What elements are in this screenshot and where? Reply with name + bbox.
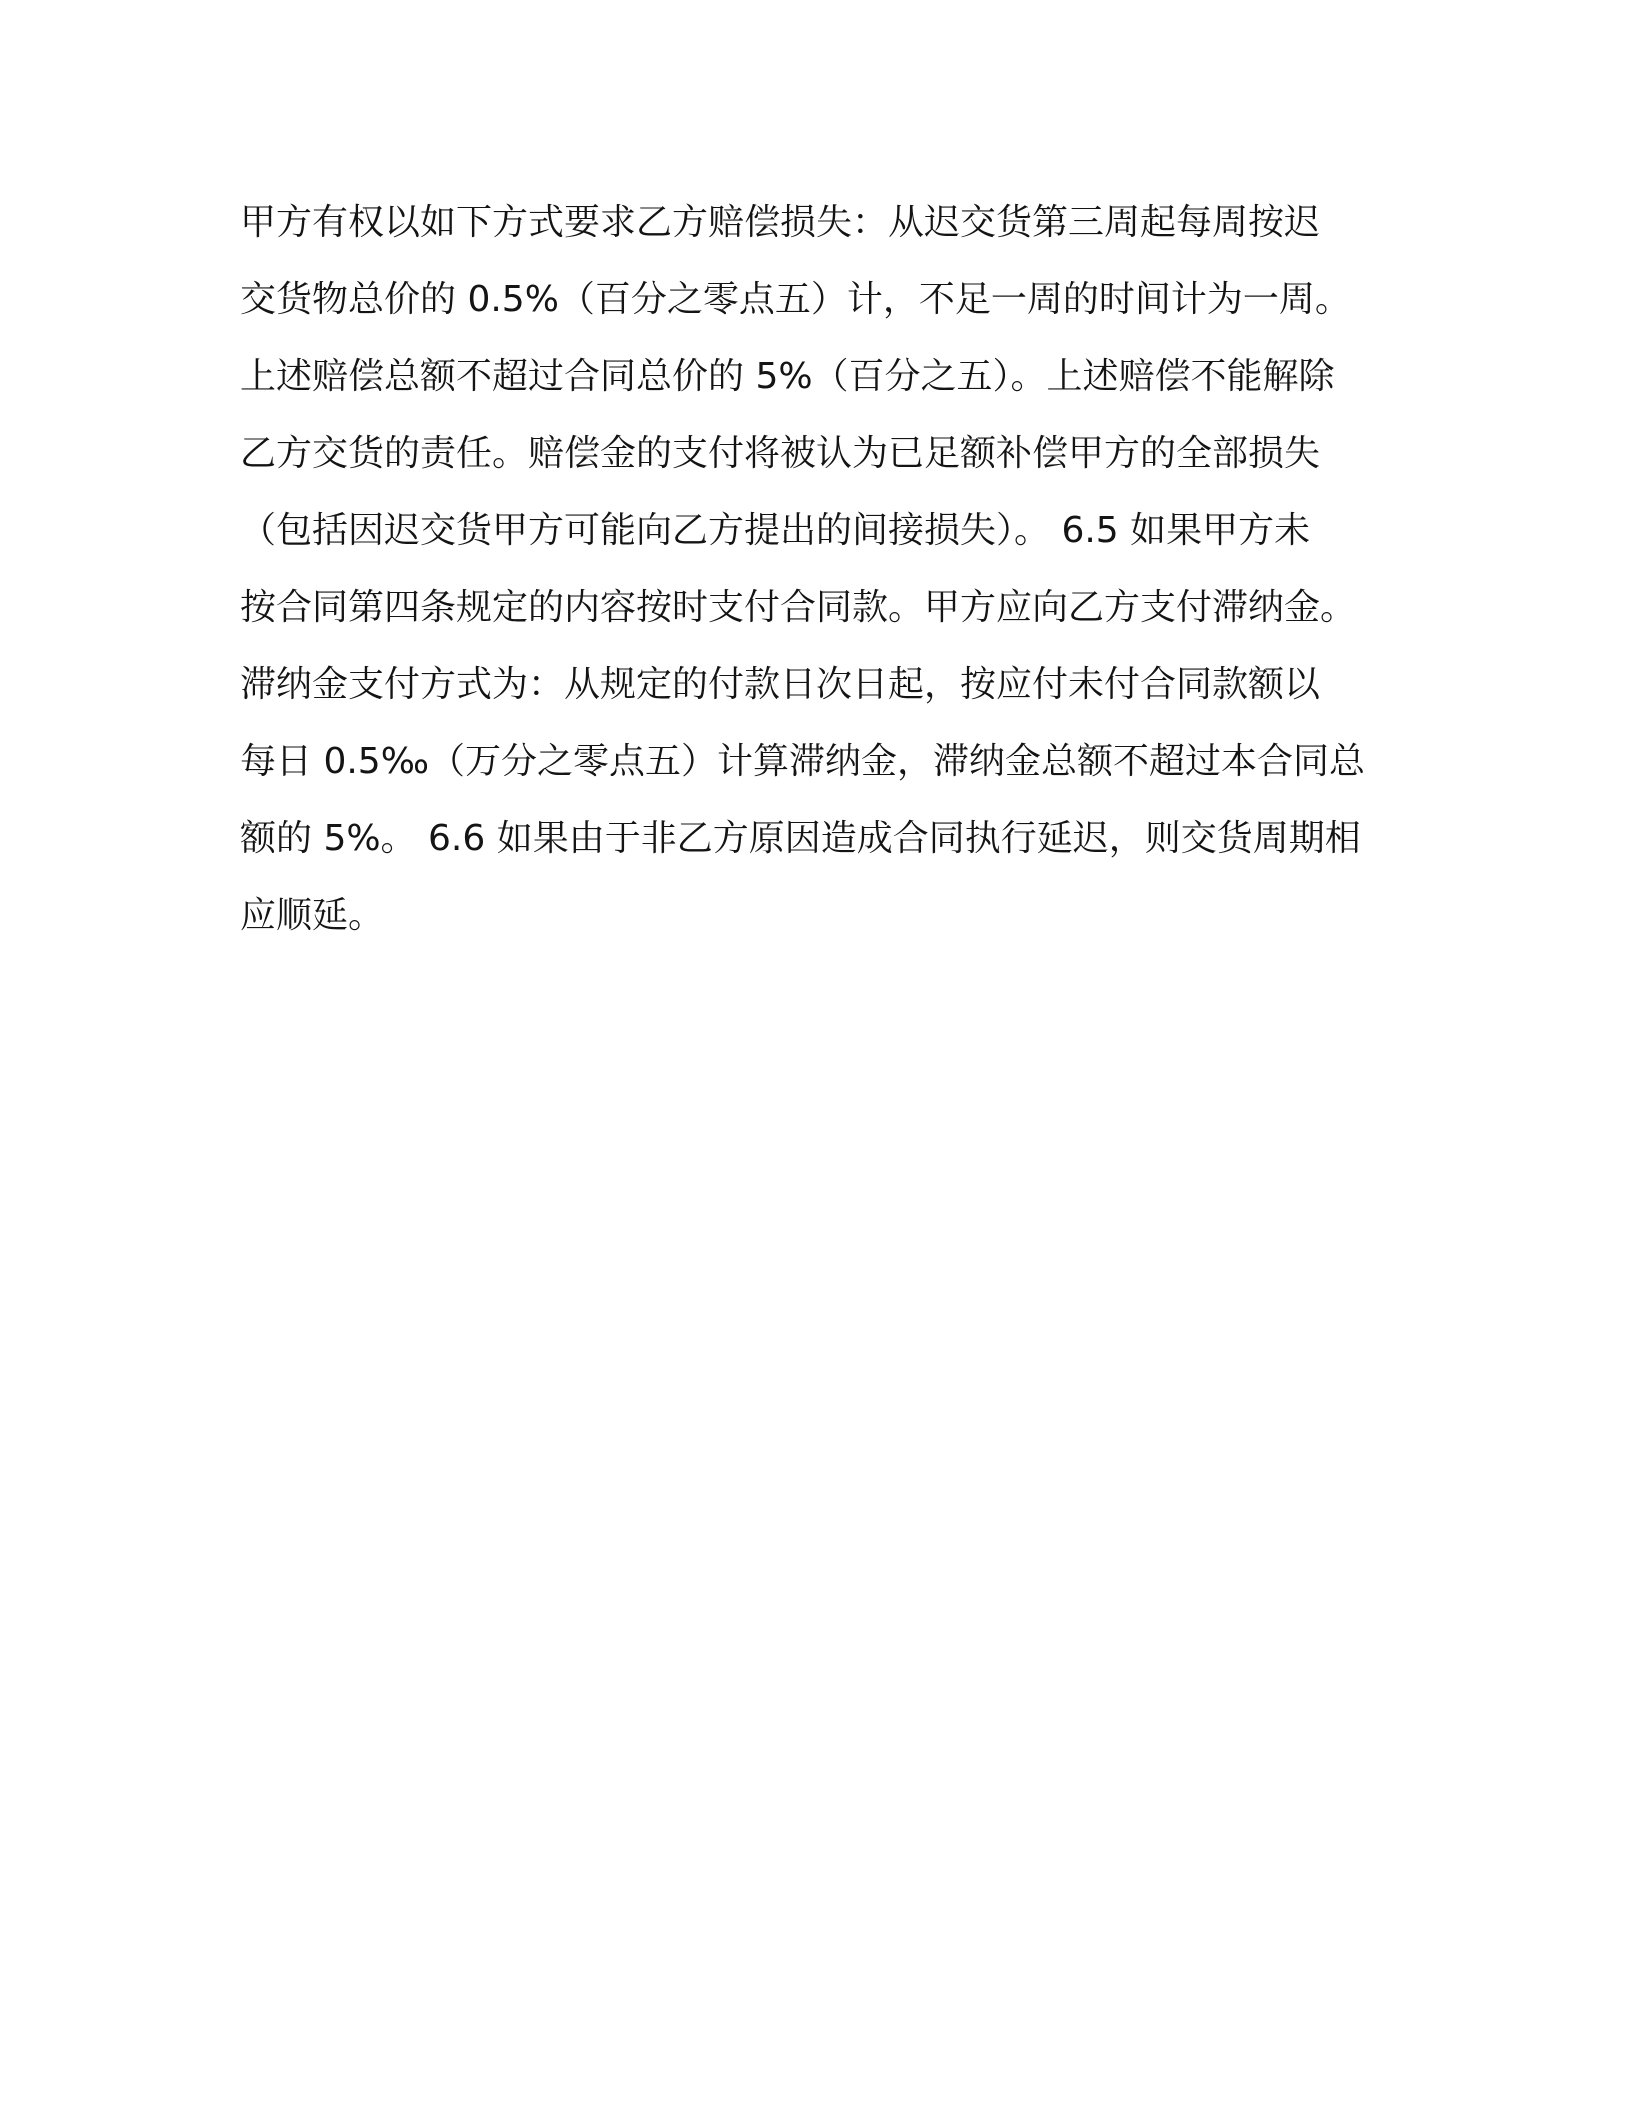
paragraph-line: （包括因迟交货甲方可能向乙方提出的间接损失）。 6.5 如果甲方未 <box>240 510 1311 551</box>
paragraph-line: 上述赔偿总额不超过合同总价的 5%（百分之五）。上述赔偿不能解除 <box>240 356 1335 397</box>
contract-paragraph <box>240 184 1400 954</box>
paragraph-line: 滞纳金支付方式为：从规定的付款日次日起，按应付未付合同款额以 <box>240 664 1321 705</box>
paragraph-line: 交货物总价的 0.5%（百分之零点五）计，不足一周的时间计为一周。 <box>240 279 1351 320</box>
paragraph-line: 甲方有权以如下方式要求乙方赔偿损失：从迟交货第三周起每周按迟 <box>240 202 1321 243</box>
paragraph-line: 乙方交货的责任。赔偿金的支付将被认为已足额补偿甲方的全部损失 <box>240 433 1321 474</box>
paragraph-line: 额的 5%。 6.6 如果由于非乙方原因造成合同执行延迟，则交货周期相 <box>240 818 1361 859</box>
paragraph-line: 按合同第四条规定的内容按时支付合同款。甲方应向乙方支付滞纳金。 <box>240 587 1357 628</box>
paragraph-line: 每日 0.5‰（万分之零点五）计算滞纳金，滞纳金总额不超过本合同总 <box>240 741 1366 782</box>
paragraph-line: 应顺延。 <box>240 895 385 936</box>
